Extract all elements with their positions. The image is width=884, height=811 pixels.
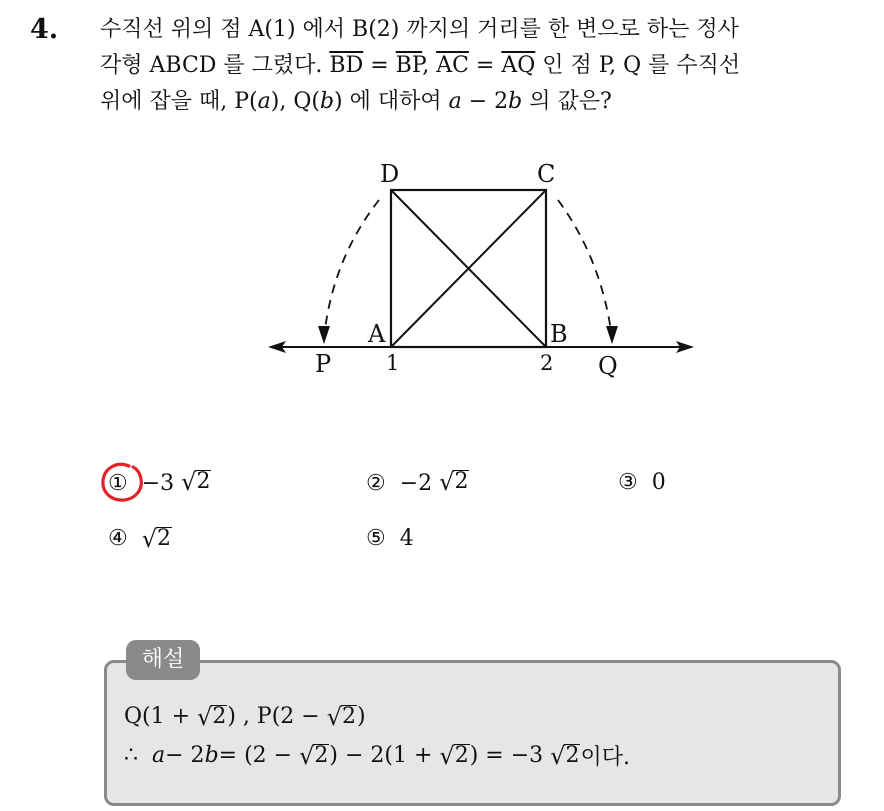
question-line-1: 수직선 위의 점 A(1) 에서 B(2) 까지의 거리를 한 변으로 하는 정사 [100,17,739,42]
segment-ac: $\overline{AC}$ [436,53,469,78]
label-a: A [368,320,386,348]
sqrt-symbol: √ 2 [197,702,227,731]
sqrt-symbol: √ 2 [181,468,211,496]
question-line-3-mid: ), Q( [270,89,320,114]
sqrt-symbol: √ 2 [326,702,357,731]
choice-1-number: ① [108,470,128,496]
sol2-b: b [204,743,219,768]
solution-tab: 해설 [126,640,200,680]
choice-1-radicand: 2 [196,469,211,494]
sqrt-symbol: √ 2 [439,741,469,770]
label-c: C [537,160,556,188]
sol2-k: 이다. [580,745,630,770]
tick-label-1: 1 [386,351,400,375]
var-a: a [257,89,271,114]
choice-3-number: ③ [618,470,638,495]
equals-sign-2: = [475,53,495,78]
sol1-radicand-2: 2 [342,703,357,729]
sol1-c: ) , P(2 − [227,704,320,729]
sol2-i: ) = −3 [469,743,544,768]
expr-a: a [448,89,462,114]
choice-5[interactable] [366,526,414,551]
sol2-c: − 2 [165,743,205,768]
segment-bd: $\overline{BD}$ [329,53,364,78]
sol1-radicand-1: 2 [212,703,227,729]
solution-box [104,660,841,806]
choice-2-prefix: −2 [399,471,433,496]
label-p: P [315,350,332,378]
choice-2-radicand: 2 [454,469,469,494]
sol2-radicand-2: 2 [454,742,469,768]
selected-answer-mark-icon [99,460,145,504]
sol2-g: ) − 2(1 + [329,743,433,768]
sol1-e: ) [357,704,366,729]
solution-line-2 [124,740,630,771]
label-q: Q [598,352,618,380]
equals-sign: = [370,53,389,78]
segment-bp: $\overline{BP}$ [395,53,423,78]
square-number-line-figure [260,150,700,390]
question-line-2-prefix: 각형 ABCD 를 그렸다. [100,53,323,78]
tick-label-2: 2 [540,351,554,375]
sol1-a: Q(1 + [124,704,191,729]
therefore-symbol: ∴ [124,743,138,768]
choice-4-radicand: 2 [157,525,172,551]
choice-2-number: ② [366,470,386,496]
label-d: D [380,160,400,188]
sqrt-symbol: √ 2 [550,741,580,770]
comma: , [422,53,430,78]
choice-4[interactable] [108,526,172,551]
question-line-2-suffix: 인 점 P, Q 를 수직선 [542,53,741,78]
arc-d-to-p [324,200,379,338]
choice-4-number: ④ [108,526,128,551]
choice-3[interactable] [618,470,666,495]
question-number: 4. [30,14,59,45]
solution-line-1 [124,704,366,729]
segment-aq: $\overline{AQ}$ [501,53,536,78]
arc-p-arrow-icon [318,326,330,344]
question-line-3-suffix: 의 값은? [522,89,612,114]
question-line-3-mid2: ) 에 대하여 [334,89,442,114]
sol2-a: a [152,743,166,768]
sqrt-symbol: √ 2 [141,524,172,553]
expr-b: b [508,89,523,114]
question-line-3-prefix: 위에 잡을 때, P( [100,89,258,114]
question-text [100,12,860,120]
sqrt-symbol: √ 2 [439,468,469,496]
label-b: B [550,320,568,348]
choice-5-number: ⑤ [366,526,386,551]
expr-minus: − 2 [461,89,509,114]
choice-2[interactable] [366,470,469,496]
choice-3-value: 0 [651,470,666,495]
arc-c-to-q [558,200,612,338]
sol2-radicand-3: 2 [565,742,580,768]
choice-5-value: 4 [399,526,414,551]
sqrt-symbol: √ 2 [299,741,329,770]
sol2-e: = (2 − [218,743,293,768]
sol2-radicand-1: 2 [314,742,329,768]
var-b: b [319,89,335,114]
choice-1-prefix: −3 [141,471,175,496]
arc-q-arrow-icon [606,326,618,344]
